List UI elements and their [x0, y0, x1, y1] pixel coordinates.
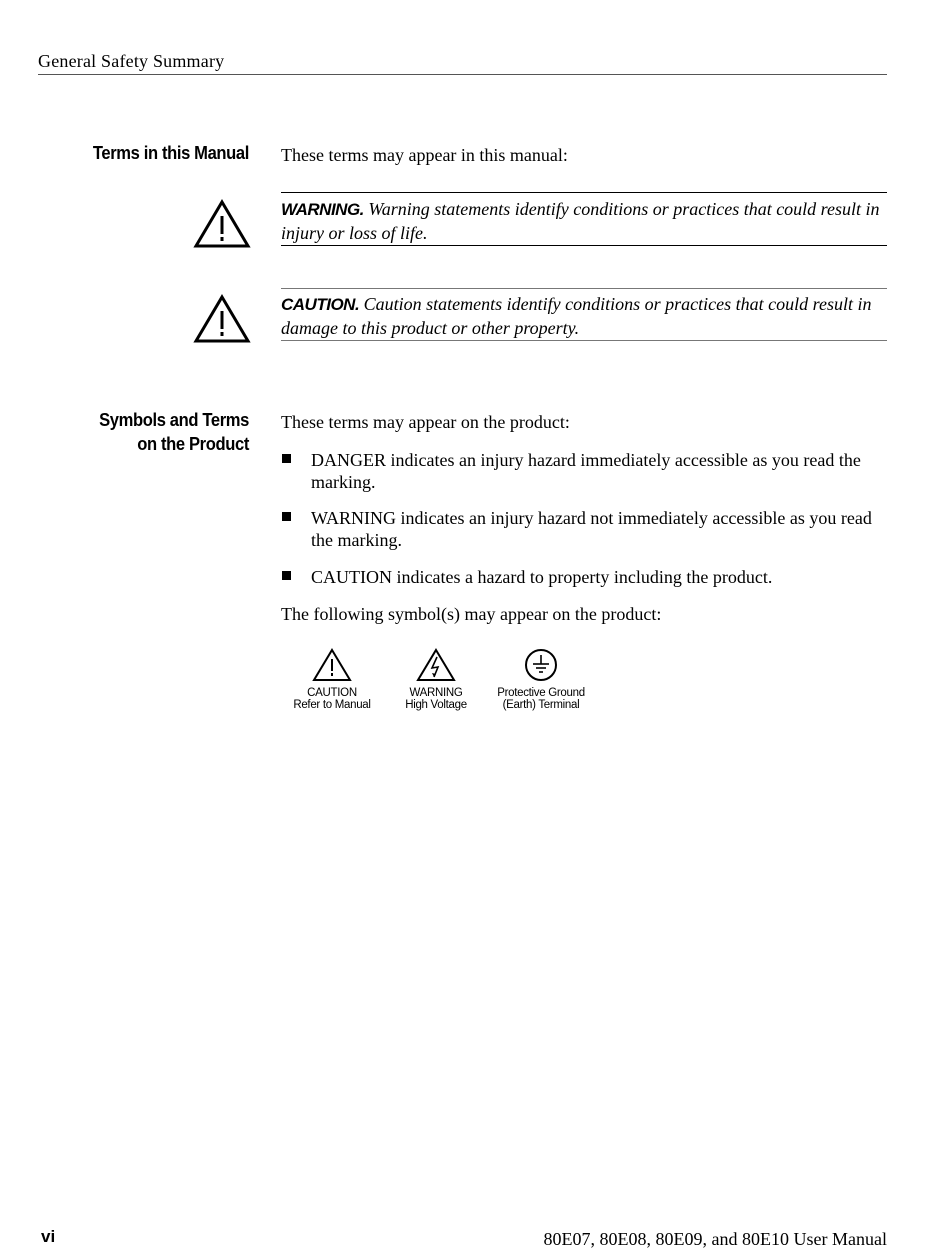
caution-bottom-rule — [281, 340, 887, 341]
bullet-square-icon — [282, 512, 291, 521]
warning-label: WARNING. — [281, 200, 364, 219]
caution-top-rule — [281, 288, 887, 289]
bullet-square-icon — [282, 454, 291, 463]
bullet-text: WARNING indicates an injury hazard not immediately accessible as you read the marking. — [311, 508, 872, 550]
section-heading-product-line2: on the Product — [137, 434, 249, 454]
warning-bottom-rule — [281, 245, 887, 246]
section-heading-terms: Terms in this Manual — [92, 143, 250, 163]
symbols-intro: The following symbol(s) may appear on the product: — [281, 604, 662, 624]
list-item — [281, 566, 887, 588]
symbol-caution-line2: Refer to Manual — [293, 699, 371, 711]
caution-notice — [281, 293, 887, 339]
bullet-text: CAUTION indicates a hazard to property including the product. — [311, 567, 773, 587]
high-voltage-icon — [416, 648, 456, 682]
symbol-high-voltage-line2: High Voltage — [405, 699, 467, 711]
symbol-caution-line1: CAUTION — [307, 687, 357, 699]
caution-text: Caution statements identify conditions or practices that could result in damage to this product or other property. — [281, 294, 872, 338]
warning-notice — [281, 198, 887, 244]
section-heading-product-line1: Symbols and Terms — [99, 410, 249, 430]
list-item — [281, 507, 887, 551]
symbol-protective-ground-line1: Protective Ground — [497, 687, 585, 699]
caution-triangle-icon — [193, 294, 251, 344]
bullet-square-icon — [282, 571, 291, 580]
caution-label: CAUTION. — [281, 295, 360, 314]
list-item — [281, 449, 887, 493]
running-header: General Safety Summary — [38, 51, 225, 71]
symbol-high-voltage — [381, 648, 491, 711]
bullet-text: DANGER indicates an injury hazard immediately accessible as you read the marking. — [311, 450, 861, 492]
warning-text: Warning statements identify conditions or practices that could result in injury or loss of life. — [281, 199, 880, 243]
header-rule — [38, 74, 887, 75]
symbol-protective-ground — [486, 648, 596, 711]
product-intro: These terms may appear on the product: — [281, 412, 570, 432]
warning-top-rule — [281, 192, 887, 193]
terms-intro: These terms may appear in this manual: — [281, 145, 568, 165]
warning-triangle-icon — [193, 199, 251, 249]
manual-title: 80E07, 80E08, 80E09, and 80E10 User Manual — [543, 1229, 887, 1249]
page-number: vi — [41, 1227, 56, 1246]
section-heading-product — [47, 408, 249, 456]
symbol-caution — [277, 648, 387, 711]
protective-ground-icon — [521, 648, 561, 682]
symbol-protective-ground-line2: (Earth) Terminal — [502, 699, 580, 711]
symbol-high-voltage-line1: WARNING — [409, 687, 463, 699]
caution-triangle-icon — [312, 648, 352, 682]
